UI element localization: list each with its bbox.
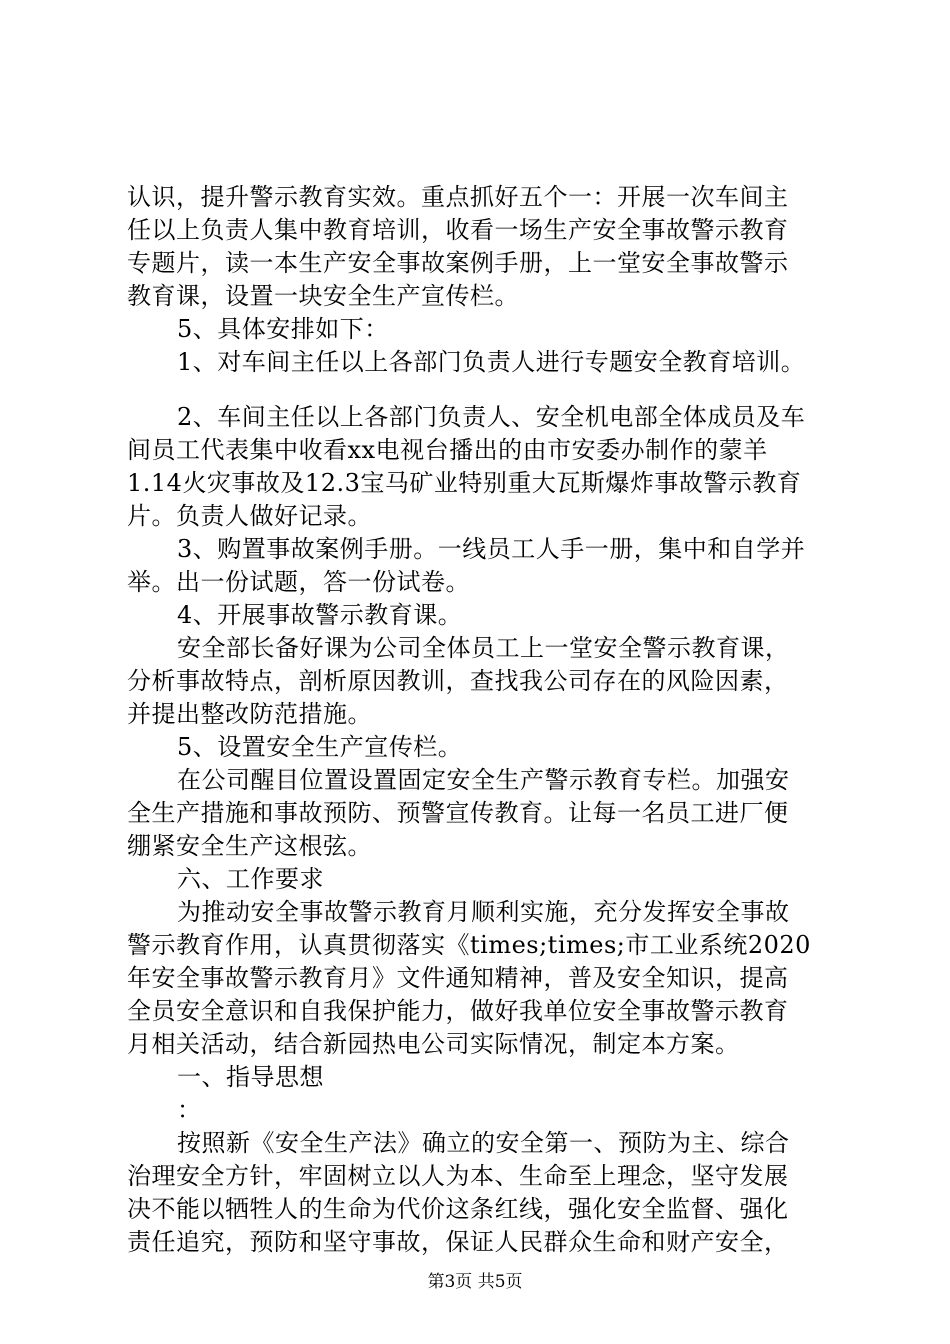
paragraph-line: 绷紧安全生产这根弦。 bbox=[127, 832, 372, 860]
paragraph-line: 举。出一份试题，答一份试卷。 bbox=[127, 568, 470, 596]
paragraph-line: 决不能以牺牲人的生命为代价这条红线，强化安全监督、强化 bbox=[127, 1195, 789, 1223]
paragraph-line: 按照新《安全生产法》确立的安全第一、预防为主、综合 bbox=[177, 1129, 790, 1157]
section-heading: 一、指导思想 bbox=[177, 1063, 324, 1091]
paragraph-line: 并提出整改防范措施。 bbox=[127, 700, 372, 728]
paragraph-line: 任以上负责人集中教育培训，收看一场生产安全事故警示教育 bbox=[127, 216, 789, 244]
paragraph-line: 片。负责人做好记录。 bbox=[127, 502, 372, 530]
paragraph-line: 2、车间主任以上各部门负责人、安全机电部全体成员及车 bbox=[177, 403, 806, 431]
paragraph-line: 警示教育作用，认真贯彻落实《times;times;市工业系统2020 bbox=[127, 931, 811, 959]
paragraph-line: 认识，提升警示教育实效。重点抓好五个一：开展一次车间主 bbox=[127, 183, 789, 211]
paragraph-line: 1.14火灾事故及12.3宝马矿业特别重大瓦斯爆炸事故警示教育 bbox=[127, 469, 802, 497]
paragraph-line: 分析事故特点，剖析原因教训，查找我公司存在的风险因素， bbox=[127, 667, 789, 695]
paragraph-line: 专题片，读一本生产安全事故案例手册，上一堂安全事故警示 bbox=[127, 249, 789, 277]
paragraph-line: 1、对车间主任以上各部门负责人进行专题安全教育培训。 bbox=[177, 348, 806, 376]
paragraph-line: 间员工代表集中收看xx电视台播出的由市安委办制作的蒙羊 bbox=[127, 436, 768, 464]
paragraph-line: 在公司醒目位置设置固定安全生产警示教育专栏。加强安 bbox=[177, 766, 790, 794]
paragraph-line: 3、购置事故案例手册。一线员工人手一册，集中和自学并 bbox=[177, 535, 806, 563]
paragraph-line: 责任追究，预防和坚守事故，保证人民群众生命和财产安全， bbox=[127, 1228, 789, 1256]
paragraph-line: 5、具体安排如下： bbox=[177, 315, 389, 343]
paragraph-line: 年安全事故警示教育月》文件通知精神，普及安全知识，提高 bbox=[127, 964, 789, 992]
section-heading: 六、工作要求 bbox=[177, 865, 324, 893]
paragraph-line: 教育课，设置一块安全生产宣传栏。 bbox=[127, 282, 519, 310]
paragraph-line: 5、设置安全生产宣传栏。 bbox=[177, 733, 463, 761]
paragraph-line: 治理安全方针，牢固树立以人为本、生命至上理念，坚守发展 bbox=[127, 1162, 789, 1190]
page-footer: 第3页 共5页 bbox=[427, 1272, 523, 1292]
paragraph-line: ： bbox=[177, 1096, 202, 1124]
paragraph-line: 为推动安全事故警示教育月顺利实施，充分发挥安全事故 bbox=[177, 898, 790, 926]
paragraph-line: 全生产措施和事故预防、预警宣传教育。让每一名员工进厂便 bbox=[127, 799, 789, 827]
paragraph-line: 全员安全意识和自我保护能力，做好我单位安全事故警示教育 bbox=[127, 997, 789, 1025]
paragraph-line: 月相关活动，结合新园热电公司实际情况，制定本方案。 bbox=[127, 1030, 740, 1058]
paragraph-line: 4、开展事故警示教育课。 bbox=[177, 601, 463, 629]
paragraph-line: 安全部长备好课为公司全体员工上一堂安全警示教育课， bbox=[177, 634, 790, 662]
